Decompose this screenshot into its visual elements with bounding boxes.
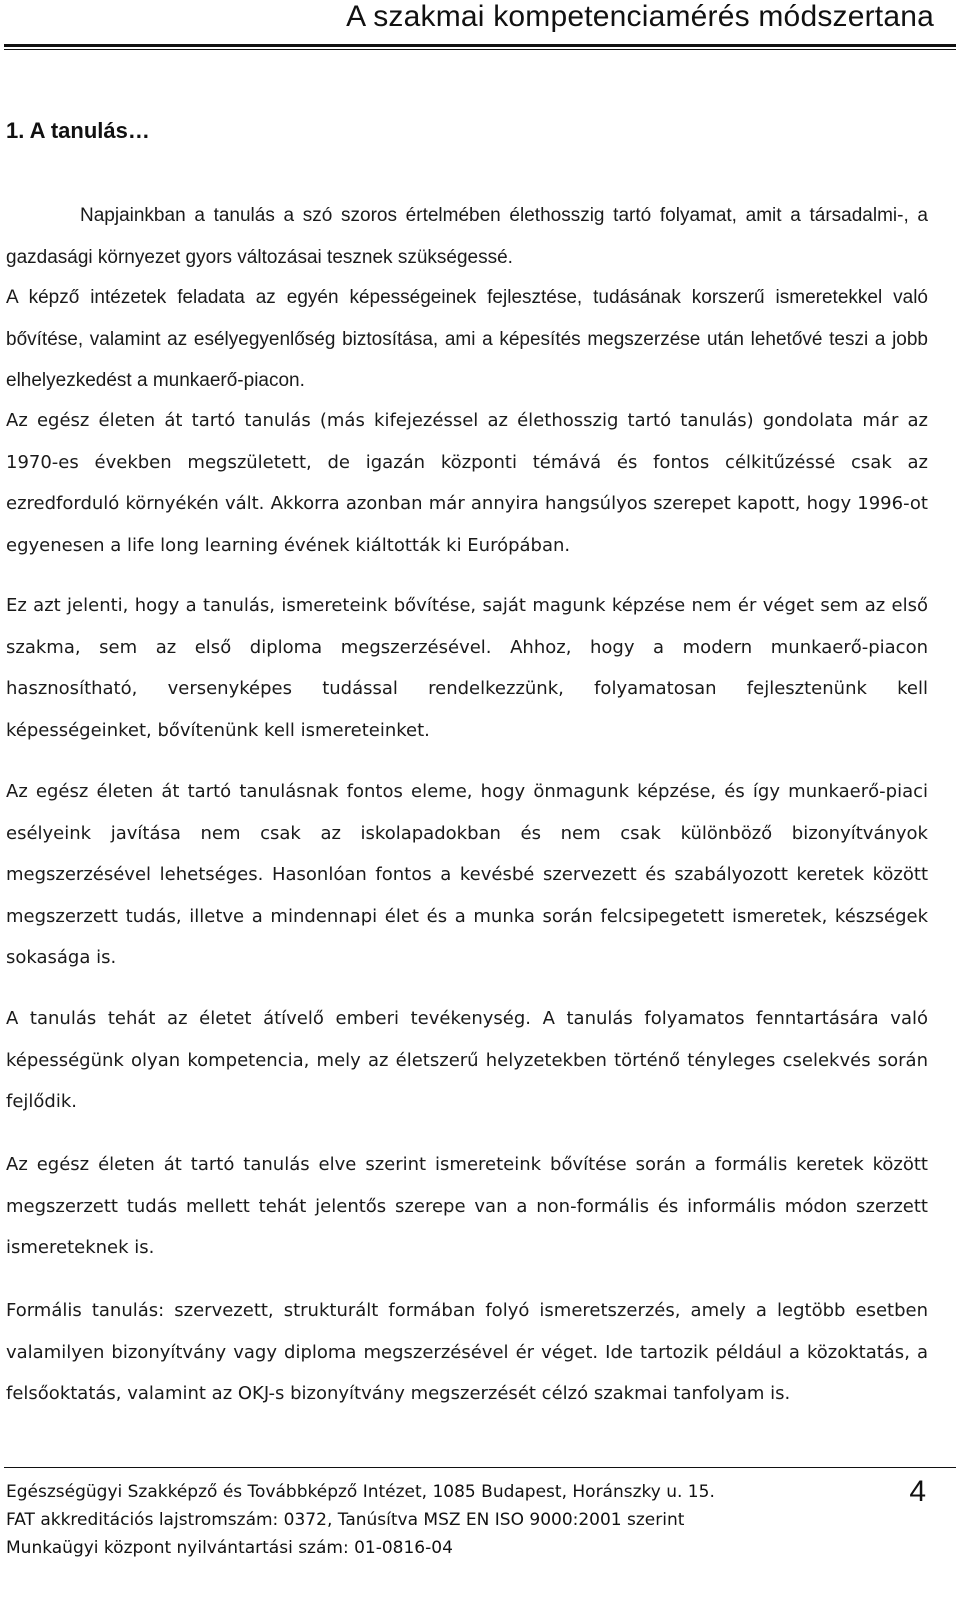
header-divider <box>4 44 956 47</box>
document-title: A szakmai kompetenciamérés módszertana <box>346 0 934 33</box>
paragraph-activity: A tanulás tehát az életet átívelő emberi tevékenység. A tanulás folyamatos fenntartására való képességünk olyan kompetencia, mely az életszerű helyzetekben történő tényleges cselekvés során fejlődik. <box>6 1008 928 1112</box>
footer-line-accreditation: FAT akkreditációs lajstromszám: 0372, Tanúsítva MSZ EN ISO 9000:2001 szerint <box>6 1510 685 1530</box>
page-number: 4 <box>909 1475 926 1508</box>
paragraph-institutes: A képző intézetek feladata az egyén képességeinek fejlesztése, tudásának korszerű ismeretekkel való bővítése, valamint az esélyegyenlőség biztosítása, ami a képesítés megszerzése után lehetővé teszi a jobb elhelyezkedést a munkaerő-piacon. <box>6 287 928 391</box>
footer-divider <box>4 1467 956 1468</box>
footer-line-institute: Egészségügyi Szakképző és Továbbképző Intézet, 1085 Budapest, Horánszky u. 15. <box>6 1482 715 1502</box>
footer-line-registration: Munkaügyi központ nyilvántartási szám: 01-0816-04 <box>6 1538 453 1558</box>
paragraph-principle: Az egész életen át tartó tanulás elve szerint ismereteink bővítése során a formális keretek között megszerzett tudás mellett tehát jelentős szerepe van a non-formális és informális módon szerzett ismereteknek is. <box>6 1154 928 1258</box>
paragraph-element: Az egész életen át tartó tanulásnak fontos eleme, hogy önmagunk képzése, és így munkaerő-piaci esélyeink javítása nem csak az iskolapadokban és nem csak különböző bizonyítványok megszerzésével lehetséges. Hasonlóan fontos a kevésbé szervezett és szabályozott keretek között megszerzett tudás, illetve a mindennapi élet és a munka során felcsipegetett ismeretek, készségek sokasága is. <box>6 781 928 968</box>
paragraph-meaning: Ez azt jelenti, hogy a tanulás, ismereteink bővítése, saját magunk képzése nem ér véget sem az első szakma, sem az első diploma megszerzésével. Ahhoz, hogy a modern munkaerő-piacon hasznosítható, versenyképes tudással rendelkezzünk, folyamatosan fejlesztenünk kell képességeinket, bővítenünk kell ismereteinket. <box>6 595 928 741</box>
paragraph-formal-learning: Formális tanulás: szervezett, strukturált formában folyó ismeretszerzés, amely a legtöbb esetben valamilyen bizonyítvány vagy diploma megszerzésével ér véget. Ide tartozik például a közoktatás, a felsőoktatás, valamint az OKJ-s bizonyítvány megszerzését célzó szakmai tanfolyam is. <box>6 1300 928 1404</box>
paragraph-intro: Napjainkban a tanulás a szó szoros értelmében élethosszig tartó folyamat, amit a társadalmi-, a gazdasági környezet gyors változásai tesznek szükségessé. <box>6 205 928 268</box>
paragraph-lifelong: Az egész életen át tartó tanulás (más kifejezéssel az élethosszig tartó tanulás) gondolata már az 1970-es években megszületett, de igazán központi témává és fontos célkitűzéssé csak az ezredforduló környékén vált. Akkorra azonban már annyira hangsúlyos szerepet kapott, hogy 1996-ot egyenesen a life long learning évének kiáltották ki Európában. <box>6 410 928 556</box>
section-heading: 1. A tanulás… <box>6 118 150 143</box>
footer-text <box>6 1478 715 1562</box>
